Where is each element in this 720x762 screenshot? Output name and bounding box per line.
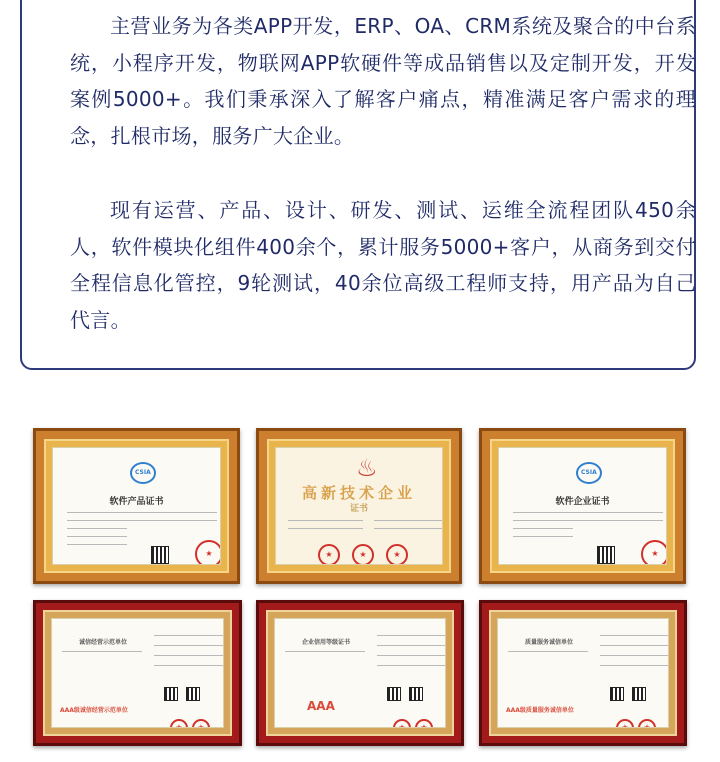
certificate-subtitle: 证书 [349,504,368,514]
certificate-award: AAA [307,699,335,713]
qr-code-icon [387,687,401,701]
intro-card [20,0,696,370]
red-seal-icon [638,719,656,728]
text-line [67,528,127,529]
text-line [600,655,669,656]
certificate-title: 诚信经营示范单位 [78,639,127,646]
qr-code-icon [186,687,200,701]
text-line [67,536,127,537]
red-seal-icon [195,540,221,565]
text-line [154,655,224,656]
qr-code-icon [164,687,178,701]
certificate-software-enterprise [479,428,686,584]
intro-paragraph-2: 现有运营、产品、设计、研发、测试、运维全流程团队450余人，软件模块化组件400余个，累计服务5000+客户，从商务到交付全程信息化管控，9轮测试，40余位高级工程师支持，用产品为自己代言。 [70,198,696,332]
text-line [377,655,446,656]
certificate-award: AAA级诚信经营示范单位 [60,707,128,714]
certificate-high-tech-enterprise [256,428,462,584]
flame-emblem-icon: ♨ [356,454,378,482]
text-line [377,635,446,636]
csia-badge-text: CSIA [581,469,597,476]
qr-code-icon [610,687,624,701]
text-line [374,528,443,529]
certificate-title: 企业信用等级证书 [301,639,350,646]
text-line [154,635,224,636]
text-line [377,665,446,666]
text-line [600,635,669,636]
text-line [513,512,663,513]
certificate-title: 软件产品证书 [109,497,164,507]
red-seal-icon [616,719,634,728]
red-seal-icon [170,719,188,728]
text-line [513,536,573,537]
qr-code-icon [632,687,646,701]
text-line [513,528,573,529]
text-line [67,544,127,545]
csia-badge-text: CSIA [135,469,151,476]
red-seal-icon [318,544,340,565]
text-line [62,651,142,652]
text-line [374,520,443,521]
qr-code-icon [151,546,169,564]
certificate-quality-service [479,600,687,746]
text-line [288,528,363,529]
text-line [67,520,217,521]
certificate-award: AAA级质量服务诚信单位 [506,707,574,714]
text-line [377,645,446,646]
certificate-title: 软件企业证书 [555,497,610,507]
red-seal-icon [192,719,210,728]
text-line [288,520,363,521]
intro-paragraph-1: 主营业务为各类APP开发，ERP、OA、CRM系统及聚合的中台系统，小程序开发，物联网APP软硬件等成品销售以及定制开发，开发案例5000+。我们秉承深入了解客户痛点，精准满足客户需求的理念，扎根市场，服务广大企业。 [70,14,696,148]
qr-code-icon [409,687,423,701]
red-seal-icon [386,544,408,565]
text-line [154,665,224,666]
certificate-title: 高新技术企业 [301,484,416,502]
red-seal-icon [352,544,374,565]
red-seal-icon [393,719,411,728]
text-line [508,651,588,652]
text-line [513,520,663,521]
red-seal-icon [641,540,667,565]
text-line [154,645,224,646]
certificate-title: 质量服务诚信单位 [524,639,573,646]
qr-code-icon [597,546,615,564]
certificate-integrity-business [33,600,242,746]
red-seal-icon [415,719,433,728]
text-line [600,645,669,646]
text-line [67,512,217,513]
text-line [600,665,669,666]
certificate-software-product [33,428,240,584]
certificate-credit-rating [256,600,464,746]
text-line [285,651,365,652]
